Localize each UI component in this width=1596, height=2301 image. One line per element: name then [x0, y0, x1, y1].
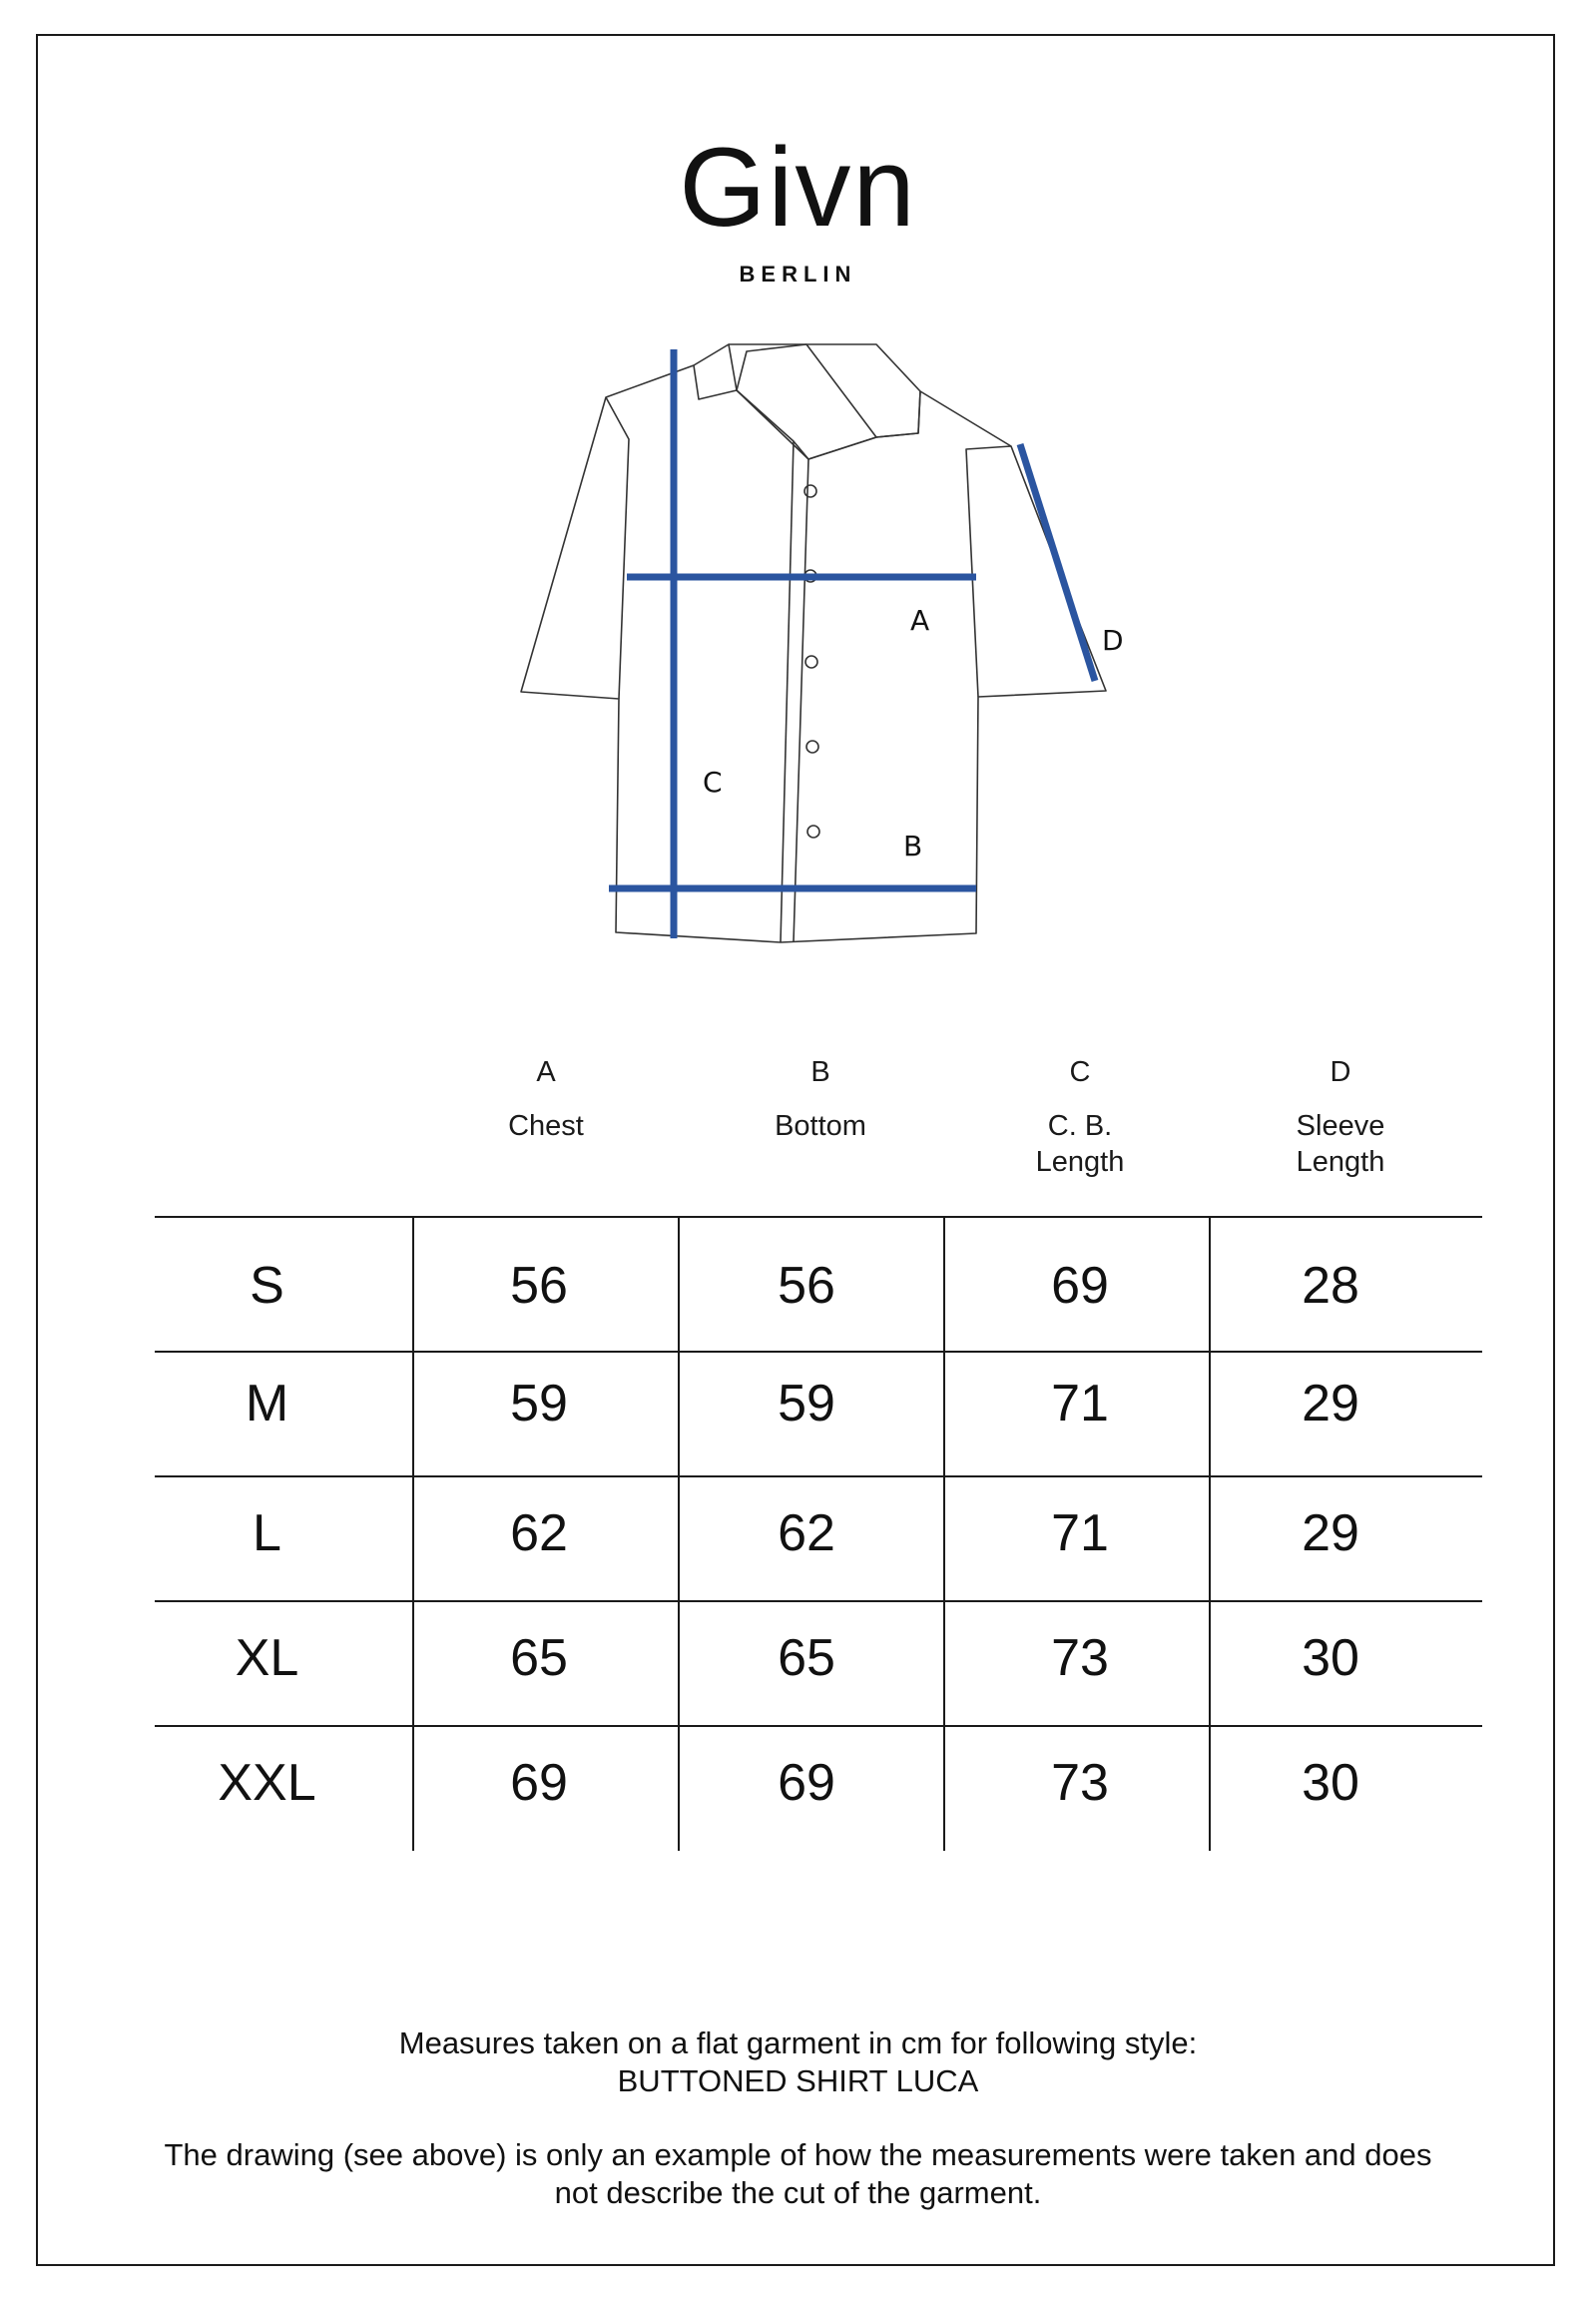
- size-label: M: [245, 1375, 289, 1433]
- column-letter: C: [1069, 1056, 1091, 1088]
- table-cell: 69: [1051, 1257, 1109, 1315]
- column-name: Bottom: [775, 1110, 866, 1142]
- column-header-sleeve-length: [1271, 1054, 1410, 1180]
- column-name: Chest: [508, 1110, 584, 1142]
- table-cell: 28: [1302, 1257, 1359, 1315]
- table-cell: 69: [510, 1754, 568, 1812]
- brand-city: BERLIN: [739, 262, 857, 287]
- measurement-lines: [609, 349, 1095, 938]
- label-b: B: [903, 830, 923, 863]
- disclaimer-line-1: The drawing (see above) is only an example of how the measurements were taken and does: [164, 2137, 1432, 2172]
- column-name: C. B. Length: [1035, 1110, 1125, 1178]
- table-cell: 59: [778, 1375, 835, 1433]
- table-row-rule: [155, 1475, 1482, 1477]
- table-column-rule: [412, 1216, 414, 1851]
- table-cell: 56: [510, 1257, 568, 1315]
- table-column-rule: [1209, 1216, 1211, 1851]
- table-cell: 71: [1051, 1504, 1109, 1562]
- label-c: C: [703, 766, 723, 799]
- table-column-rule: [678, 1216, 680, 1851]
- table-cell: 65: [778, 1629, 835, 1687]
- column-letter: D: [1330, 1056, 1351, 1088]
- column-header-cb-length: [1010, 1054, 1150, 1180]
- label-d: D: [1102, 624, 1124, 657]
- column-letter: A: [536, 1056, 556, 1088]
- table-cell: 29: [1302, 1375, 1359, 1433]
- table-cell: 59: [510, 1375, 568, 1433]
- table-cell: 73: [1051, 1754, 1109, 1812]
- table-row-rule: [155, 1351, 1482, 1353]
- sleeve-measure-line: [1020, 444, 1095, 681]
- table-cell: 30: [1302, 1629, 1359, 1687]
- table-row-rule: [155, 1600, 1482, 1602]
- size-label: XL: [235, 1629, 299, 1687]
- table-cell: 56: [778, 1257, 835, 1315]
- table-top-rule: [155, 1216, 1482, 1218]
- size-label: XXL: [218, 1754, 316, 1812]
- style-name: BUTTONED SHIRT LUCA: [617, 2063, 979, 2098]
- table-cell: 71: [1051, 1375, 1109, 1433]
- column-letter: B: [810, 1056, 830, 1088]
- disclaimer-line-2: not describe the cut of the garment.: [554, 2175, 1042, 2210]
- label-a: A: [910, 604, 930, 637]
- measure-note: Measures taken on a flat garment in cm for following style:: [398, 2025, 1198, 2060]
- table-cell: 30: [1302, 1754, 1359, 1812]
- table-cell: 65: [510, 1629, 568, 1687]
- size-label: S: [250, 1257, 284, 1315]
- table-cell: 69: [778, 1754, 835, 1812]
- brand-logo: Givn: [679, 125, 917, 250]
- column-header-chest: [456, 1054, 636, 1144]
- table-cell: 73: [1051, 1629, 1109, 1687]
- shirt-measurement-diagram: [0, 0, 1596, 998]
- table-cell: 29: [1302, 1504, 1359, 1562]
- table-row-rule: [155, 1725, 1482, 1727]
- column-name: Sleeve Length: [1296, 1110, 1385, 1178]
- table-column-rule: [943, 1216, 945, 1851]
- column-header-bottom: [731, 1054, 910, 1144]
- size-label: L: [253, 1504, 281, 1562]
- shirt-outline: [521, 344, 1106, 942]
- table-cell: 62: [510, 1504, 568, 1562]
- table-cell: 62: [778, 1504, 835, 1562]
